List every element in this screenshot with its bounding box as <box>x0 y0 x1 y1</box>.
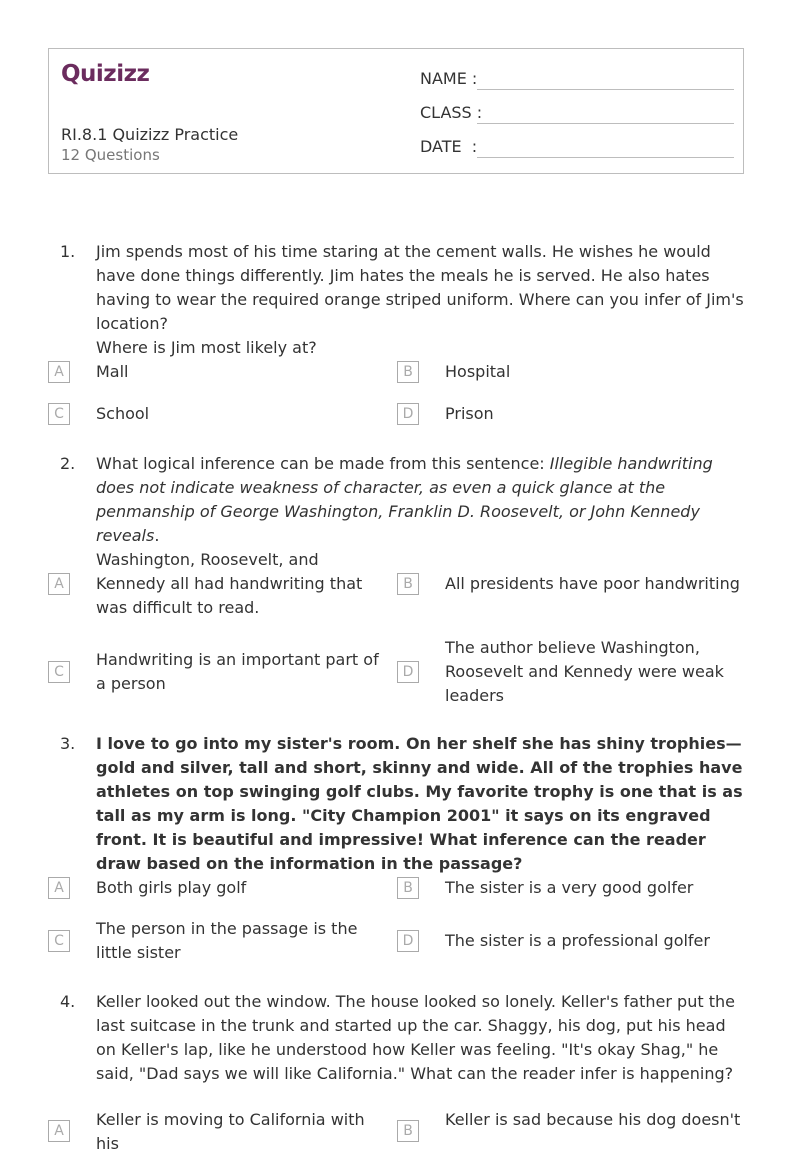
option-letter-box: D <box>397 403 419 425</box>
question-text <box>96 240 748 360</box>
question-body: Jim spends most of his time staring at the cement walls. He wishes he would have done things differently. Jim hates the meals he is served. He also hates having to wear the required orange striped uniform. Where can you infer of Jim's location? <box>96 242 744 333</box>
question-number: 3. <box>60 734 76 753</box>
option-letter-box: C <box>48 661 70 683</box>
option-letter-box: A <box>48 1120 70 1142</box>
option-text: School <box>96 404 150 423</box>
class-line <box>477 123 734 124</box>
option-letter-box: C <box>48 403 70 425</box>
question-text <box>96 452 748 548</box>
option-text: Prison <box>445 404 494 423</box>
class-field[interactable] <box>420 103 734 125</box>
date-label: DATE : <box>420 137 478 156</box>
option-text: The sister is a professional golfer <box>445 931 710 950</box>
option-letter-box: C <box>48 930 70 952</box>
option-text: Mall <box>96 362 129 381</box>
worksheet-header <box>48 48 744 174</box>
option-letter-box: B <box>397 573 419 595</box>
question-body: What logical inference can be made from this sentence: <box>96 454 550 473</box>
question-count: 12 Questions <box>61 146 160 164</box>
option-letter-box: B <box>397 361 419 383</box>
name-field[interactable] <box>420 69 734 91</box>
class-label: CLASS : <box>420 103 483 122</box>
quoted-sentence: Illegible handwriting does not indicate weakness of character, as even a quick glance at the penmanship of George Washington, Franklin D. Roosevelt, or John Kennedy reveals <box>96 454 713 545</box>
date-line <box>477 157 734 158</box>
quizizz-logo <box>61 58 153 88</box>
option-text: Keller is sad because his dog doesn't <box>445 1110 741 1129</box>
question-end: . <box>154 526 160 545</box>
name-line <box>477 89 734 90</box>
option-letter-box: B <box>397 1120 419 1142</box>
option-text: Handwriting is an important part of a person <box>96 650 379 693</box>
option-letter-box: A <box>48 361 70 383</box>
question-number: 1. <box>60 242 76 261</box>
worksheet-title: RI.8.1 Quizizz Practice <box>61 125 239 144</box>
option-text: Hospital <box>445 362 511 381</box>
option-letter-box: A <box>48 573 70 595</box>
option-text: The person in the passage is the little sister <box>96 919 358 962</box>
question-text: Keller looked out the window. The house looked so lonely. Keller's father put the last suitcase in the trunk and started up the car. Shaggy, his dog, put his head on Keller's lap, like he understood how Keller was feeling. "It's okay Shag," he said, "Dad says we will like California." What can the reader infer is happening? <box>96 992 735 1083</box>
option-letter-box: B <box>397 877 419 899</box>
question-number: 4. <box>60 992 76 1011</box>
question-prompt: Where is Jim most likely at? <box>96 338 317 357</box>
option-text: Both girls play golf <box>96 878 247 897</box>
name-label: NAME : <box>420 69 478 88</box>
question-text: I love to go into my sister's room. On her shelf she has shiny trophies—gold and silver, tall and short, skinny and wide. All of the trophies have athletes on top swinging golf clubs. My favorite trophy is one that is as tall as my arm is long. "City Champion 2001" it says on its engraved front. It is beautiful and impressive! What inference can the reader draw based on the information in the passage? <box>96 734 743 873</box>
option-text: Keller is moving to California with his <box>96 1110 365 1153</box>
option-text: The author believe Washington, Roosevelt and Kennedy were weak leaders <box>445 638 724 705</box>
option-text: All presidents have poor handwriting <box>445 574 740 593</box>
option-text: Washington, Roosevelt, and Kennedy all had handwriting that was difficult to read. <box>96 550 363 617</box>
logo-text: Quizizz <box>61 61 150 87</box>
option-letter-box: A <box>48 877 70 899</box>
date-field[interactable] <box>420 137 734 159</box>
option-text: The sister is a very good golfer <box>445 878 694 897</box>
question-number: 2. <box>60 454 76 473</box>
option-letter-box: D <box>397 930 419 952</box>
option-letter-box: D <box>397 661 419 683</box>
